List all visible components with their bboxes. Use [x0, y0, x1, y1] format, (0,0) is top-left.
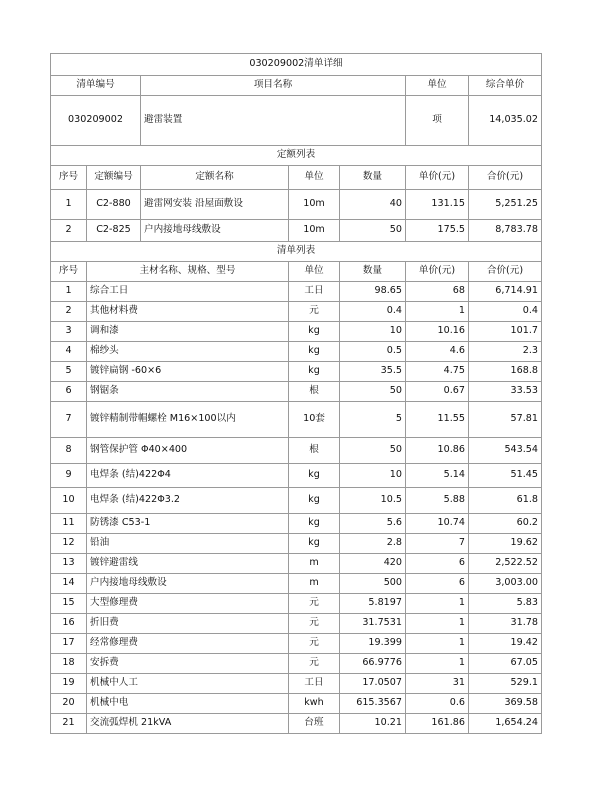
summary-code: 030209002 — [51, 96, 141, 146]
material-cell: 交流弧焊机 21kVA — [87, 714, 289, 734]
material-cell: 529.1 — [469, 674, 542, 694]
material-cell: 50 — [340, 382, 406, 402]
material-cell: 1 — [406, 614, 469, 634]
quota-row — [51, 190, 542, 220]
material-cell: 根 — [289, 438, 340, 464]
quota-header: 单位 — [289, 166, 340, 190]
material-cell: 6 — [406, 574, 469, 594]
material-cell: 铅油 — [87, 534, 289, 554]
material-cell: 工日 — [289, 282, 340, 302]
material-cell: 调和漆 — [87, 322, 289, 342]
material-cell: 68 — [406, 282, 469, 302]
material-row — [51, 554, 542, 574]
quota-cell: 175.5 — [406, 220, 469, 242]
material-cell: 5 — [340, 402, 406, 438]
quota-cell: 10m — [289, 220, 340, 242]
quota-header: 序号 — [51, 166, 87, 190]
material-cell: 元 — [289, 302, 340, 322]
material-cell: 33.53 — [469, 382, 542, 402]
material-cell: 19 — [51, 674, 87, 694]
material-cell: 10.86 — [406, 438, 469, 464]
material-cell: 10 — [340, 322, 406, 342]
material-cell: 元 — [289, 594, 340, 614]
material-cell: 经常修理费 — [87, 634, 289, 654]
material-cell: 工日 — [289, 674, 340, 694]
material-cell: 10.5 — [340, 488, 406, 514]
material-cell: 钢锯条 — [87, 382, 289, 402]
quota-cell: 40 — [340, 190, 406, 220]
quota-cell: 户内接地母线敷设 — [141, 220, 289, 242]
material-cell: 1 — [406, 594, 469, 614]
material-cell: 13 — [51, 554, 87, 574]
material-cell: 17 — [51, 634, 87, 654]
quota-header: 单价(元) — [406, 166, 469, 190]
material-row — [51, 714, 542, 734]
material-cell: 1,654.24 — [469, 714, 542, 734]
material-cell: 15 — [51, 594, 87, 614]
material-cell: 机械中电 — [87, 694, 289, 714]
material-cell: 户内接地母线敷设 — [87, 574, 289, 594]
material-cell: 50 — [340, 438, 406, 464]
material-cell: 543.54 — [469, 438, 542, 464]
material-cell: kg — [289, 322, 340, 342]
material-cell: 10.74 — [406, 514, 469, 534]
material-cell: 17.0507 — [340, 674, 406, 694]
material-cell: 10.21 — [340, 714, 406, 734]
material-cell: 10.16 — [406, 322, 469, 342]
material-cell: 4.6 — [406, 342, 469, 362]
material-row — [51, 438, 542, 464]
material-cell: 16 — [51, 614, 87, 634]
material-row — [51, 362, 542, 382]
material-cell: 101.7 — [469, 322, 542, 342]
quota-header: 定额编号 — [87, 166, 141, 190]
material-cell: 35.5 — [340, 362, 406, 382]
materials-header: 序号 — [51, 262, 87, 282]
material-cell: 57.81 — [469, 402, 542, 438]
material-cell: 67.05 — [469, 654, 542, 674]
material-cell: 31.78 — [469, 614, 542, 634]
quota-header: 定额名称 — [141, 166, 289, 190]
material-cell: 7 — [406, 534, 469, 554]
material-cell: 5.88 — [406, 488, 469, 514]
quota-row — [51, 220, 542, 242]
material-cell: 5.14 — [406, 464, 469, 488]
material-cell: 镀锌精制带帽螺栓 M16×100以内 — [87, 402, 289, 438]
material-row — [51, 382, 542, 402]
material-cell: 11.55 — [406, 402, 469, 438]
material-cell: 安拆费 — [87, 654, 289, 674]
material-cell: kg — [289, 464, 340, 488]
material-cell: 1 — [406, 634, 469, 654]
material-cell: 2.3 — [469, 342, 542, 362]
detail-table — [50, 53, 542, 734]
material-row — [51, 302, 542, 322]
material-cell: 6 — [406, 554, 469, 574]
material-cell: 7 — [51, 402, 87, 438]
header-name: 项目名称 — [141, 76, 406, 96]
material-row — [51, 514, 542, 534]
materials-section-title: 清单列表 — [51, 242, 542, 262]
material-cell: kg — [289, 362, 340, 382]
material-cell: 161.86 — [406, 714, 469, 734]
material-cell: 6 — [51, 382, 87, 402]
material-cell: 1 — [51, 282, 87, 302]
quota-cell: C2-880 — [87, 190, 141, 220]
material-cell: 0.67 — [406, 382, 469, 402]
quota-cell: 50 — [340, 220, 406, 242]
material-row — [51, 464, 542, 488]
material-cell: kg — [289, 534, 340, 554]
material-row — [51, 654, 542, 674]
material-cell: m — [289, 554, 340, 574]
material-cell: 8 — [51, 438, 87, 464]
material-row — [51, 674, 542, 694]
page-title: 030209002清单详细 — [51, 54, 542, 76]
material-cell: 电焊条 (结)422Φ4 — [87, 464, 289, 488]
material-cell: 元 — [289, 654, 340, 674]
material-cell: 11 — [51, 514, 87, 534]
material-cell: 2,522.52 — [469, 554, 542, 574]
material-cell: 大型修理费 — [87, 594, 289, 614]
header-code: 清单编号 — [51, 76, 141, 96]
material-cell: 20 — [51, 694, 87, 714]
material-cell: 60.2 — [469, 514, 542, 534]
summary-name: 避雷装置 — [141, 96, 406, 146]
material-cell: 9 — [51, 464, 87, 488]
quota-cell: 8,783.78 — [469, 220, 542, 242]
material-cell: 19.399 — [340, 634, 406, 654]
material-cell: 台班 — [289, 714, 340, 734]
material-cell: 51.45 — [469, 464, 542, 488]
material-cell: 4.75 — [406, 362, 469, 382]
material-cell: 镀锌避雷线 — [87, 554, 289, 574]
material-cell: 镀锌扁钢 -60×6 — [87, 362, 289, 382]
material-cell: 31.7531 — [340, 614, 406, 634]
material-row — [51, 594, 542, 614]
materials-header: 合价(元) — [469, 262, 542, 282]
material-cell: kg — [289, 488, 340, 514]
material-row — [51, 282, 542, 302]
material-row — [51, 488, 542, 514]
header-unit: 单位 — [406, 76, 469, 96]
material-cell: 2 — [51, 302, 87, 322]
material-cell: 0.4 — [469, 302, 542, 322]
material-cell: 防锈漆 C53-1 — [87, 514, 289, 534]
material-cell: m — [289, 574, 340, 594]
material-cell: 其他材料费 — [87, 302, 289, 322]
summary-unit: 项 — [406, 96, 469, 146]
material-cell: 电焊条 (结)422Φ3.2 — [87, 488, 289, 514]
material-cell: 钢管保护管 Φ40×400 — [87, 438, 289, 464]
header-price: 综合单价 — [469, 76, 542, 96]
material-row — [51, 634, 542, 654]
material-cell: 1 — [406, 302, 469, 322]
material-cell: kg — [289, 342, 340, 362]
material-cell: 369.58 — [469, 694, 542, 714]
material-cell: 31 — [406, 674, 469, 694]
material-cell: 14 — [51, 574, 87, 594]
quota-cell: 1 — [51, 190, 87, 220]
material-cell: 0.4 — [340, 302, 406, 322]
quota-cell: 5,251.25 — [469, 190, 542, 220]
material-cell: 615.3567 — [340, 694, 406, 714]
material-cell: 元 — [289, 614, 340, 634]
material-cell: 420 — [340, 554, 406, 574]
material-cell: kwh — [289, 694, 340, 714]
material-cell: 19.62 — [469, 534, 542, 554]
materials-header: 单价(元) — [406, 262, 469, 282]
materials-header: 数量 — [340, 262, 406, 282]
material-cell: kg — [289, 514, 340, 534]
material-row — [51, 322, 542, 342]
quota-cell: 2 — [51, 220, 87, 242]
material-cell: 21 — [51, 714, 87, 734]
materials-header: 单位 — [289, 262, 340, 282]
material-row — [51, 614, 542, 634]
material-cell: 5.8197 — [340, 594, 406, 614]
material-cell: 6,714.91 — [469, 282, 542, 302]
material-cell: 5.6 — [340, 514, 406, 534]
material-cell: 66.9776 — [340, 654, 406, 674]
material-cell: 元 — [289, 634, 340, 654]
quota-header: 数量 — [340, 166, 406, 190]
quota-section-title: 定额列表 — [51, 146, 542, 166]
quota-cell: 10m — [289, 190, 340, 220]
material-cell: 棉纱头 — [87, 342, 289, 362]
material-cell: 18 — [51, 654, 87, 674]
quota-cell: C2-825 — [87, 220, 141, 242]
material-cell: 0.6 — [406, 694, 469, 714]
summary-price: 14,035.02 — [469, 96, 542, 146]
material-row — [51, 402, 542, 438]
material-cell: 10 — [51, 488, 87, 514]
material-cell: 折旧费 — [87, 614, 289, 634]
material-cell: 综合工日 — [87, 282, 289, 302]
material-cell: 根 — [289, 382, 340, 402]
material-cell: 3 — [51, 322, 87, 342]
material-cell: 机械中人工 — [87, 674, 289, 694]
material-cell: 5.83 — [469, 594, 542, 614]
material-row — [51, 574, 542, 594]
material-cell: 19.42 — [469, 634, 542, 654]
material-cell: 168.8 — [469, 362, 542, 382]
material-cell: 98.65 — [340, 282, 406, 302]
quota-cell: 避雷网安装 沿屋面敷设 — [141, 190, 289, 220]
quota-cell: 131.15 — [406, 190, 469, 220]
material-cell: 1 — [406, 654, 469, 674]
material-cell: 3,003.00 — [469, 574, 542, 594]
material-cell: 10套 — [289, 402, 340, 438]
material-cell: 2.8 — [340, 534, 406, 554]
materials-header: 主材名称、规格、型号 — [87, 262, 289, 282]
quota-header: 合价(元) — [469, 166, 542, 190]
material-row — [51, 534, 542, 554]
material-row — [51, 694, 542, 714]
material-cell: 500 — [340, 574, 406, 594]
material-cell: 10 — [340, 464, 406, 488]
material-row — [51, 342, 542, 362]
material-cell: 5 — [51, 362, 87, 382]
material-cell: 12 — [51, 534, 87, 554]
material-cell: 0.5 — [340, 342, 406, 362]
material-cell: 61.8 — [469, 488, 542, 514]
material-cell: 4 — [51, 342, 87, 362]
